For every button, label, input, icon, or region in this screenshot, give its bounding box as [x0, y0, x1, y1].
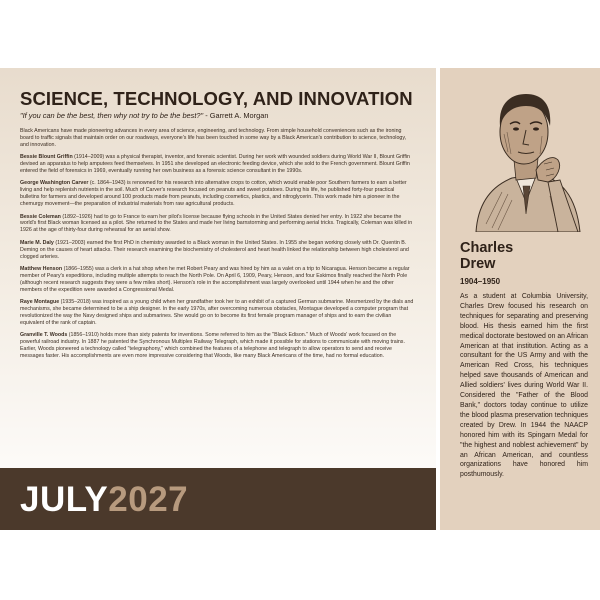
- quote-text: "If you can be the best, then why not try to be the best?": [20, 111, 204, 120]
- entry-paragraph: [20, 266, 415, 294]
- entry-text: (1892–1926) had to go to France to earn her pilot's license because flying schools in the United States denied her entry. In 1922 she became the world's first Black woman licensed as a pilot. She returned to the States and made her living barnstorming and performing aerial tricks. Tragically, Coleman was killed in 1926 at the age of thirty-four during rehearsal for an aerial show.: [20, 213, 413, 234]
- feature-sidebar: [440, 68, 600, 530]
- entry-text: (1866–1955) was a clerk in a hat shop when he met Robert Peary and was hired by him as a valet on a trip to Nicaragua. Henson became a regular member of Peary's expeditions, including multiple attempts to reach the North Pole. On April 6, 1909, Peary, Henson, and four Eskimos finally reached the North Pole (although recent research suggests they were a few miles short). Henson's role in the accomplishment was largely overlooked until 1944 when he and the other members of the expedition were awarded a Congressional Medal.: [20, 266, 410, 293]
- month-name: JULY: [20, 480, 109, 519]
- entry-text: (1914–2009) was a physical therapist, inventor, and forensic scientist. During her work with wounded soldiers during World War II, Blount Griffin devised an apparatus to help amputees feed themselves. In 1951 she developed an electronic feeding device, which she sold to the French government. Blount Griffin entered the field of forensics in 1969, eventually running her own business as a forensic science consultant in the 1990s.: [20, 154, 410, 175]
- entry-name: George Washington Carver: [20, 180, 89, 187]
- entry-text: (1921–2003) earned the first PhD in chemistry awarded to a Black woman in the United States. In 1955 she began working closely with Dr. Quentin B. Deming on the causes of heart attacks. Their research examining the biochemistry of cholesterol and heart health linked the relationship between high cholesterol and clogged arteries.: [20, 239, 409, 260]
- entry-paragraph: [20, 332, 415, 360]
- intro-paragraph: Black Americans have made pioneering advances in every area of science, engineering, and technology. From simple household conveniences such as the ironing board to traffic signals that maintain order on our roadways, everyone's life has been touched in some way by a Black American's contribution to science, technology, and innovation.: [20, 128, 407, 148]
- month-label: [20, 480, 188, 520]
- month-year: 2027: [108, 480, 189, 519]
- feature-years: 1904–1950: [460, 277, 501, 286]
- article-body: [20, 128, 415, 365]
- month-banner: [0, 468, 436, 530]
- quote-author: - Garrett A. Morgan: [203, 111, 269, 120]
- entry-name: Granville T. Woods: [20, 332, 68, 339]
- entry-paragraph: [20, 214, 415, 235]
- main-panel: [0, 68, 436, 530]
- entry-paragraph: [20, 299, 415, 327]
- entry-text: (1935–2018) was inspired as a young child when her grandfather took her to an exhibit of a captured German submarine. Mesmerized by the dials and mechanisms, she became determined to be a ship designer. In the early 1970s, after overcoming numerous obstacles, Montague developed a computer program that revolutionized the way the Navy designed ships and submarines. She would go on to become its first female program manager of ships and to earn the civilian equivalent of the rank of captain.: [20, 299, 414, 326]
- entry-name: Bessie Coleman: [20, 213, 61, 220]
- entry-paragraph: [20, 240, 415, 261]
- portrait-sketch-icon: [462, 74, 590, 232]
- entry-name: Bessie Blount Griffin: [20, 154, 73, 161]
- entry-name: Raye Montague: [20, 299, 60, 306]
- feature-last-name: Drew: [460, 256, 496, 272]
- calendar-page: [0, 68, 600, 530]
- entry-name: Matthew Henson: [20, 266, 63, 272]
- entry-text: (1856–1910) holds more than sixty patents for inventions. Some referred to him as the "Black Edison." Much of Woods' work focused on the powerful railroad industry. In 1887 he patented the Synchronous Multiplex Railway Telegraph, which made it possible for stations to communicate with moving trains. Earlier, Woods pioneered a technology called "telegraphony," which combined the features of a telephone and telegraph to allow operators to send and receive messages faster. His accomplishments are even more impressive considering that Woods, like many Black Americans of the time, had no formal education.: [20, 332, 405, 359]
- entry-name: Marie M. Daly: [20, 239, 54, 246]
- quote: [20, 111, 430, 120]
- entry-text: (c. 1864–1943) is renowned for his research into alternative crops to cotton, which would enable poor Southern farmers to earn a better living and help replenish nutrients in the soil. Much of Carver's research focused on peanuts and sweet potatoes. During his life, he published forty-four practical bulletins for farmers and developed around 100 products made from peanuts, including cosmetics, plastics, and nitroglycerin. This work made him a pioneer in the chemurgy movement—the preparation of industrial materials from raw agricultural products.: [20, 180, 407, 208]
- feature-name: [460, 240, 600, 272]
- entry-paragraph: [20, 180, 415, 208]
- page-title: SCIENCE, TECHNOLOGY, AND INNOVATION: [20, 88, 413, 109]
- entry-paragraph: [20, 154, 415, 175]
- feature-bio: As a student at Columbia University, Charles Drew focused his research on techniques for separating and preserving blood. His thesis earned him the first medical doctorate bestowed on an African American at that institution. Acting as a consultant for the US Army and with the American Red Cross, his techniques helped save thousands of American and Allied soldiers' lives during World War II. Considered the "Father of the Blood Bank," doctors today continue to utilize the blood plasma preservation techniques created by Drew. In 1944 the NAACP honored him with its Spingarn Medal for "the highest and noblest achievement" by an African American, and countless organizations have honored him posthumously.: [460, 293, 588, 479]
- feature-first-name: Charles: [460, 240, 514, 256]
